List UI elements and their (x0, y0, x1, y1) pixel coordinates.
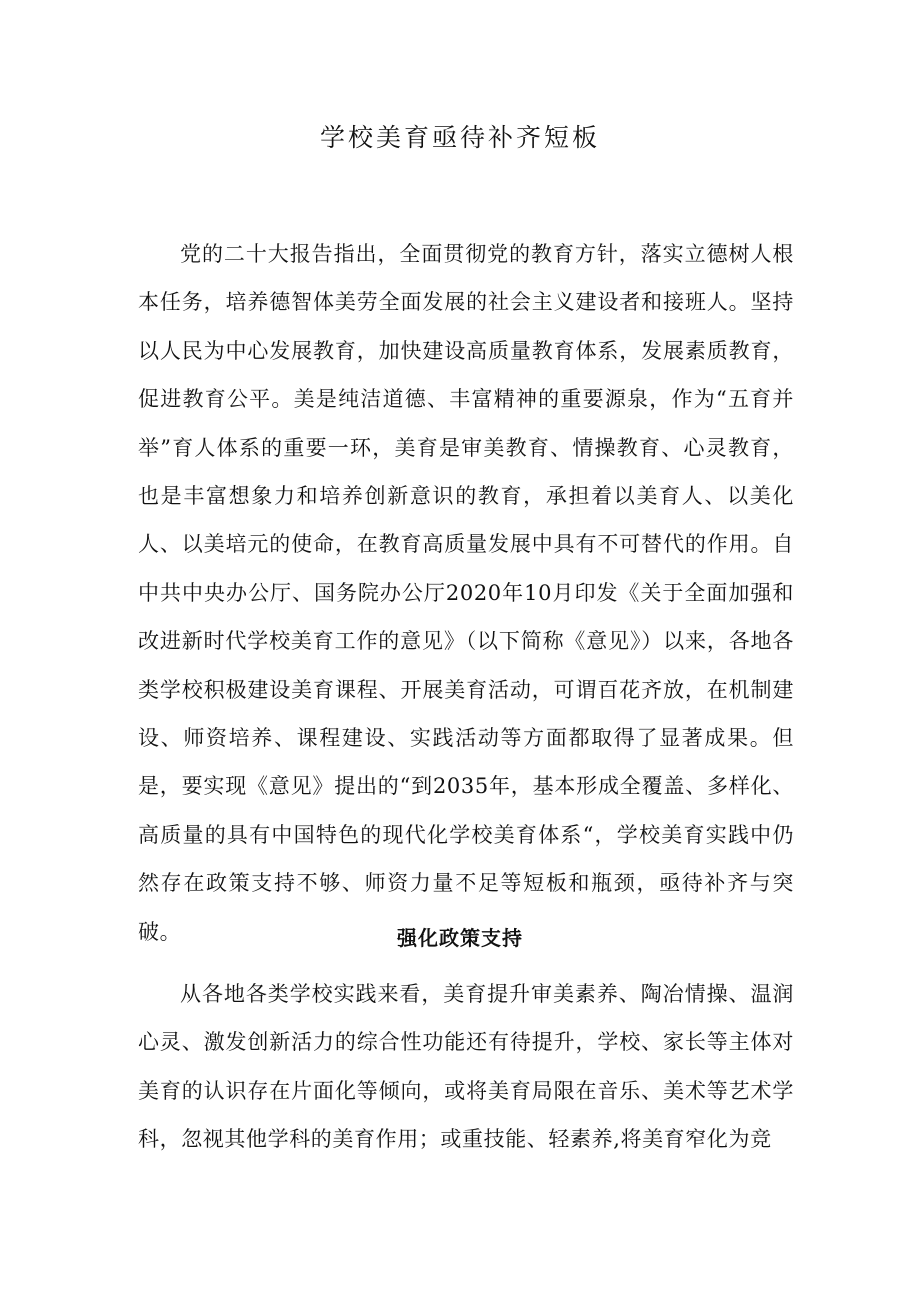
section-heading: 强化政策支持 (397, 926, 523, 950)
section-paragraph: 从各地各类学校实践来看，美育提升审美素养、陶冶情操、温润心灵、激发创新活力的综合性功能还有待提升，学校、家长等主体对美育的认识存在片面化等倾向，或将美育局限在音乐、美术等艺术学科，忽视其他学科的美育作用；或重技能、轻素养,将美育窄化为竞 (138, 982, 794, 1152)
document-title: 学校美育亟待补齐短板 (319, 123, 600, 152)
intro-paragraph: 党的二十大报告指出，全面贯彻党的教育方针，落实立德树人根本任务，培养德智体美劳全面发展的社会主义建设者和接班人。坚持以人民为中心发展教育，加快建设高质量教育体系，发展素质教育，促进教育公平。美是纯洁道德、丰富精神的重要源泉，作为“五育并举”育人体系的重要一环，美育是审美教育、情操教育、心灵教育，也是丰富想象力和培养创新意识的教育，承担着以美育人、以美化人、以美培元的使命，在教育高质量发展中具有不可替代的作用。自中共中央办公厅、国务院办公厅2020年10月印发《关于全面加强和改进新时代学校美育工作的意见》（以下简称《意见》）以来，各地各类学校积极建设美育课程、开展美育活动，可谓百花齐放，在机制建设、师资培养、课程建设、实践活动等方面都取得了显著成果。但是，要实现《意见》提出的“到2035年，基本形成全覆盖、多样化、高质量的具有中国特色的现代化学校美育体系“，学校美育实践中仍然存在政策支持不够、师资力量不足等短板和瓶颈，亟待补齐与突破。 (138, 242, 794, 944)
